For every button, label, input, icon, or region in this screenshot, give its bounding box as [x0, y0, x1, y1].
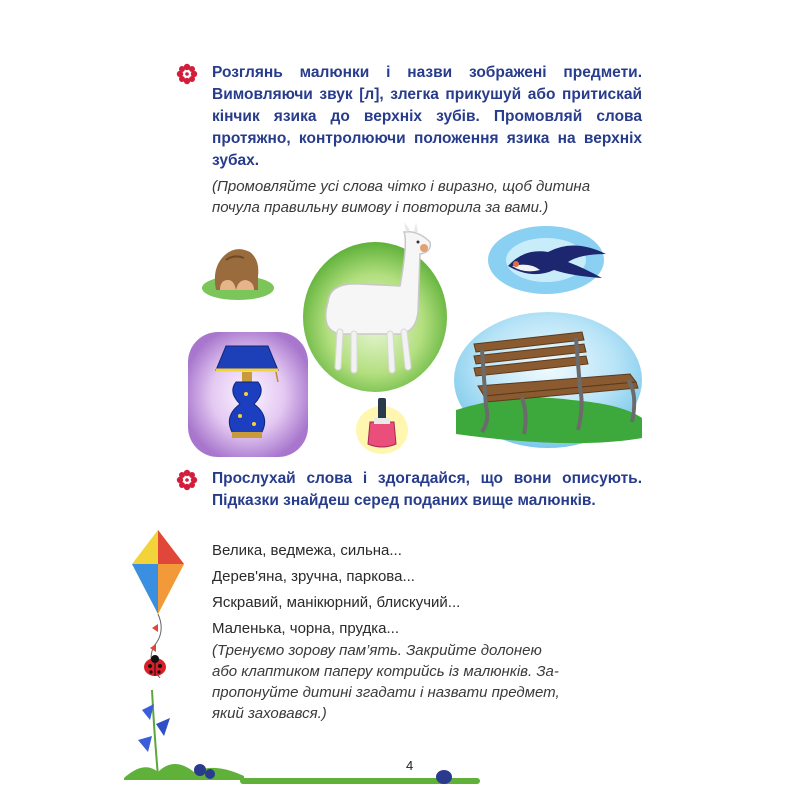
- page-number: 4: [406, 758, 414, 773]
- task1-note-line: (Промовляйте усі слова чітко і виразно, щоб дитина: [212, 178, 591, 195]
- nail-polish-icon: [352, 392, 412, 462]
- bellflower-icon: [124, 690, 244, 785]
- swallow-icon: [484, 218, 614, 303]
- lamp-icon: [188, 332, 308, 462]
- list-item: Дерев'яна, зручна, паркова...: [212, 568, 415, 585]
- task1-instruction: Розглянь малюнки і назви зображені предмети. Вимовляючи звук [л], злегка прикушуй або притискай кінчик язика до верхніх зубів. Промовляй слова протяжно, контролюючи положення язика на верхніх зубах.: [212, 64, 642, 169]
- llama-icon: [300, 222, 450, 397]
- task1-note-line: почула правильну вимову і повторила за вами.): [212, 199, 549, 216]
- bench-icon: [452, 310, 644, 465]
- task2-note-line: або клаптиком паперу котрийсь із малюнків. За-: [212, 663, 559, 680]
- paw-icon: [198, 240, 278, 307]
- task2-instruction: Прослухай слова і здогадайся, що вони описують. Підказки знайдеш серед поданих вище малюнків.: [212, 470, 642, 509]
- task2-note-line: який заховався.): [212, 705, 327, 722]
- task2-bullet-icon: [176, 469, 198, 496]
- task1-bullet-icon: [176, 63, 198, 90]
- task2-note-line: (Тренуємо зорову пам’ять. Закрийте долонею: [212, 642, 542, 659]
- list-item: Яскравий, манікюрний, блискучий...: [212, 594, 461, 611]
- riddle-list: [212, 540, 632, 644]
- task1-note: [212, 176, 652, 218]
- task2-note-line: пропонуйте дитині згадати і назвати предмет,: [212, 684, 560, 701]
- list-item: Велика, ведмежа, сильна...: [212, 542, 402, 559]
- task2-note: [212, 640, 642, 724]
- list-item: Маленька, чорна, прудка...: [212, 620, 400, 637]
- ladybug-icon: [142, 655, 168, 682]
- berry-icon: [436, 770, 452, 784]
